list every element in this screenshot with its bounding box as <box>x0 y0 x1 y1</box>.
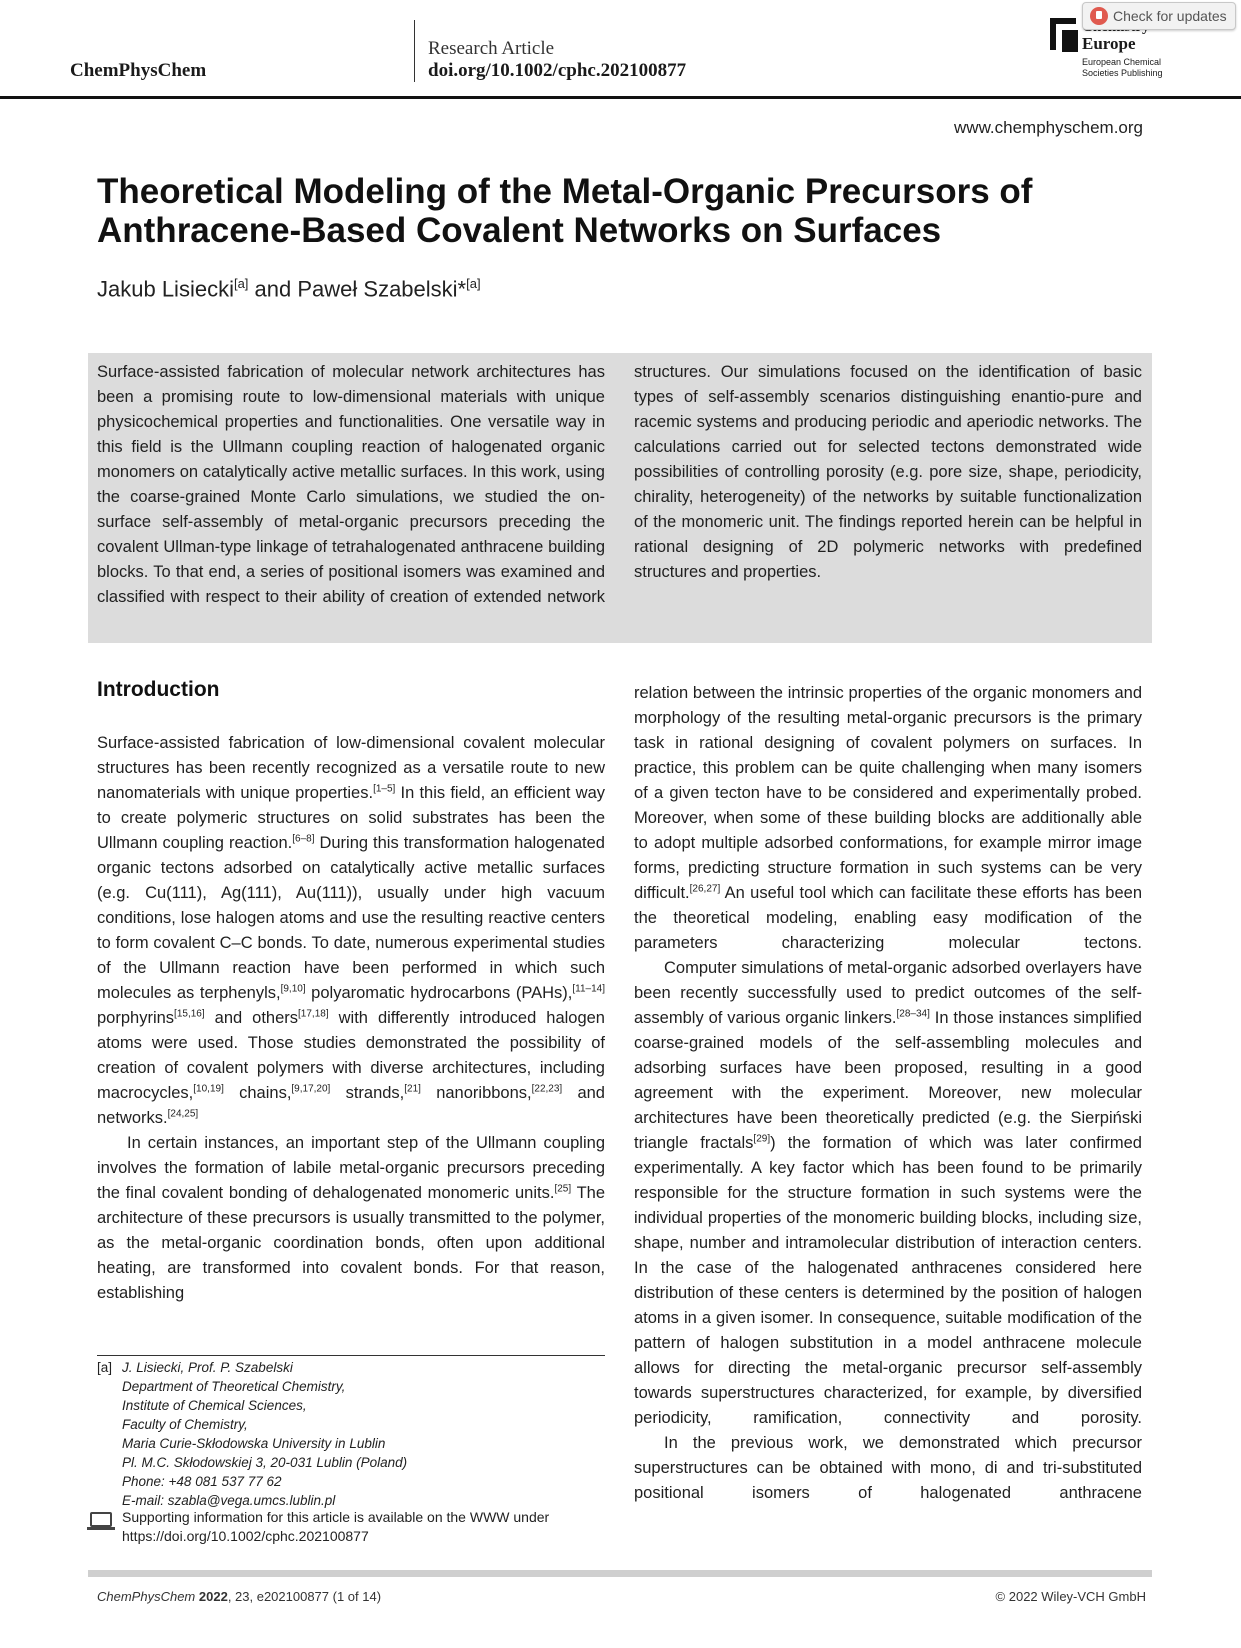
footer-bar <box>88 1570 1152 1577</box>
citation-ref[interactable]: [10,19] <box>193 1083 224 1095</box>
abstract-column-right: structures. Our simulations focused on the identification of basic types of self-assembly scenarios distinguishing enantio-pure and racemic systems and producing periodic and aperiodic networks. The calculations carried out for selected tectons demonstrated wide possibilities of controlling porosity (e.g. pore size, shape, periodicity, chirality, heterogeneity) of the networks by suitable functionalization of the monomeric unit. The findings reported herein can be helpful in rational designing of 2D polymeric networks with predefined structures and properties. <box>634 363 1142 581</box>
text-run: In certain instances, an important step of the Ullmann coupling involves the formation of labile metal-organic precursors preceding the final covalent bonding of dehalogenated monomeric units. <box>97 1134 605 1202</box>
paragraph <box>634 956 1142 1431</box>
affiliation-line: Pl. M.C. Skłodowskiej 3, 20-031 Lublin (Poland) <box>122 1455 408 1470</box>
paragraph <box>634 681 1142 956</box>
body-column-right <box>634 681 1142 1506</box>
text-run: In this field, an efficient way to create polymeric structures on solid substrates has been the Ullmann coupling reaction. <box>97 784 605 852</box>
text-run: Computer simulations of metal-organic adsorbed overlayers have been recently successfully used to predict outcomes of the self-assembly of various organic linkers. <box>634 959 1142 1027</box>
citation-ref[interactable]: [9,17,20] <box>291 1083 331 1095</box>
copyright: © 2022 Wiley-VCH GmbH <box>995 1589 1146 1604</box>
text-run: The architecture of these precursors is usually transmitted to the polymer, as the metal-organic coordination bonds, often upon additional heating, are transformed into covalent bonds. For that reason, establishing <box>97 1184 605 1302</box>
affiliation-label: [a] <box>97 1360 113 1375</box>
supporting-info-note[interactable]: Supporting information for this article is available on the WWW under https://doi.org/10.1002/cphc.202100877 <box>122 1509 550 1544</box>
journal-website-link[interactable]: www.chemphyschem.org <box>954 118 1143 137</box>
abstract-column-left: Surface-assisted fabrication of molecular network architectures has been a promising route to low-dimensional materials with unique physicochemical properties and functionalities. One versatile way in this field is the Ullmann coupling reaction of halogenated organic monomers on catalytically active metallic surfaces. In this work, using the coarse-grained Monte Carlo simulations, we studied the on-surface self-assembly of metal-organic precursors preceding the covalent Ullman-type linkage of tetrahalogenated anthracene building blocks. To that end, a series of positional isomers was examined and classified with respect to their ability of creation of extended network <box>97 363 605 606</box>
publisher-subtitle: European Chemical Societies Publishing <box>1082 57 1163 78</box>
text-run: relation between the intrinsic properties of the organic monomers and morphology of the resulting metal-organic precursors is the primary task in rational designing of covalent polymers on surfaces. In practice, this problem can be quite challenging when many isomers of a given tecton have to be considered and experimentally probed. Moreover, when some of these building blocks are additionally able to adopt multiple adsorbed conformations, for example mirror image forms, predicting structure formation in such systems can be very difficult. <box>634 684 1142 902</box>
affiliation-line: J. Lisiecki, Prof. P. Szabelski <box>122 1360 293 1375</box>
citation-ref[interactable]: [9,10] <box>280 983 306 995</box>
footer-journal: ChemPhysChem <box>97 1589 196 1604</box>
text-run: strands, <box>330 1084 405 1102</box>
citation-footer <box>97 1589 381 1604</box>
text-run: chains, <box>223 1084 292 1102</box>
text-run: and others <box>204 1009 299 1027</box>
footer-year: 2022 <box>198 1589 228 1604</box>
check-for-updates-button[interactable] <box>1082 2 1236 30</box>
citation-ref[interactable]: [22,23] <box>531 1083 563 1095</box>
affiliation-line: Maria Curie-Skłodowska University in Lublin <box>122 1436 386 1451</box>
email-link[interactable]: E-mail: szabla@vega.umcs.lublin.pl <box>122 1493 336 1508</box>
publisher-name-line2: Europe <box>1082 34 1136 53</box>
affiliation-line: Institute of Chemical Sciences, <box>122 1398 307 1413</box>
author-affiliation-ref: [a] <box>233 276 249 291</box>
affiliation-line: Phone: +48 081 537 77 62 <box>122 1474 282 1489</box>
footer-volume: , 23, e202100877 (1 of 14) <box>227 1589 382 1604</box>
text-run: In the previous work, we demonstrated which precursor superstructures can be obtained with mono, di and tri-substituted positional isomers of halogenated anthracene <box>634 1434 1142 1502</box>
author-name: Paweł Szabelski* <box>297 276 467 302</box>
body-column-left <box>97 731 605 1306</box>
affiliation-lines <box>122 1358 607 1510</box>
text-run: polyaromatic hydrocarbons (PAHs), <box>305 984 573 1002</box>
laptop-icon <box>90 1512 112 1527</box>
text-run: with differently introduced halogen atoms were used. Those studies demonstrated the possibility of creation of covalent polymers with diverse architectures, including macrocycles, <box>97 1009 605 1102</box>
article-title: Theoretical Modeling of the Metal-Organic Precursors of Anthracene-Based Covalent Networks on Surfaces <box>97 172 1033 250</box>
paragraph <box>97 731 605 1131</box>
citation-ref[interactable]: [17,18] <box>298 1008 329 1020</box>
header-divider <box>414 20 415 82</box>
footnote-rule <box>97 1355 605 1356</box>
text-run: In those instances simplified coarse-grained models of the self-assembling molecules and adsorbing surfaces have been proposed, resulting in a good agreement with the experiment. Moreover, new molecular architectures have been theoretically predicted (e.g. the Sierpiński triangle fractals <box>634 1009 1142 1152</box>
citation-ref[interactable]: [28–34] <box>896 1008 930 1020</box>
article-type: Research Article <box>428 38 555 59</box>
citation-ref[interactable]: [24,25] <box>167 1108 199 1120</box>
citation-ref[interactable]: [15,16] <box>174 1008 205 1020</box>
paragraph <box>634 1431 1142 1506</box>
text-run: Surface-assisted fabrication of low-dimensional covalent molecular structures has been recently recognized as a versatile route to new nanomaterials with unique properties. <box>97 734 605 802</box>
doi-link[interactable]: doi.org/10.1002/cphc.202100877 <box>428 60 687 81</box>
text-run: An useful tool which can facilitate these efforts has been the theoretical modeling, enabling easy modification of the parameters characterizing molecular tectons. <box>634 884 1142 952</box>
citation-ref[interactable]: [11–14] <box>572 983 605 995</box>
text-run: porphyrins <box>97 1009 175 1027</box>
text-run: and networks. <box>97 1084 605 1127</box>
author-list <box>97 276 481 302</box>
publisher-logo-mark <box>1062 30 1078 52</box>
bookmark-icon <box>1090 7 1108 25</box>
affiliation-line: Faculty of Chemistry, <box>122 1417 248 1432</box>
citation-ref[interactable]: [29] <box>753 1133 771 1145</box>
author-conjunction: and <box>248 276 298 302</box>
citation-ref[interactable]: [1–5] <box>373 783 396 795</box>
citation-ref[interactable]: [26,27] <box>689 883 721 895</box>
header-rule <box>0 96 1241 99</box>
journal-name: ChemPhysChem <box>70 60 207 81</box>
affiliation-line: Department of Theoretical Chemistry, <box>122 1379 346 1394</box>
text-run: nanoribbons, <box>420 1084 532 1102</box>
author-name: Jakub Lisiecki <box>97 276 234 302</box>
text-run: ) the formation of which was later confirmed experimentally. A key factor which has been found to be primarily responsible for the structure formation in such systems were the individual properties of the monomeric building blocks, including size, shape, number and intramolecular distribution of interaction centers. In the case of the halogenated anthracenes considered here distribution of these centers is determined by the position of halogen atoms in a given isomer. In consequence, suitable modification of the pattern of halogen substitution in a model anthracene molecule allows for directing the metal-organic precursor self-assembly towards superstructures characterized, for example, by diversified periodicity, ramification, connectivity and porosity. <box>634 1134 1142 1427</box>
author-affiliation-ref: [a] <box>466 276 481 291</box>
section-heading: Introduction <box>97 678 220 701</box>
citation-ref[interactable]: [21] <box>404 1083 421 1095</box>
text-run: During this transformation halogenated organic tectons adsorbed on catalytically active metallic surfaces (e.g. Cu(111), Ag(111), Au(111)), usually under high vacuum conditions, lose halogen atoms and use the resulting reactive centers to form covalent C–C bonds. To date, numerous experimental studies of the Ullmann reaction have been performed in which such molecules as terphenyls, <box>97 834 605 1002</box>
paragraph <box>97 1131 605 1306</box>
check-for-updates-label: Check for updates <box>1113 8 1227 24</box>
citation-ref[interactable]: [6–8] <box>292 833 315 845</box>
citation-ref[interactable]: [25] <box>554 1183 572 1195</box>
